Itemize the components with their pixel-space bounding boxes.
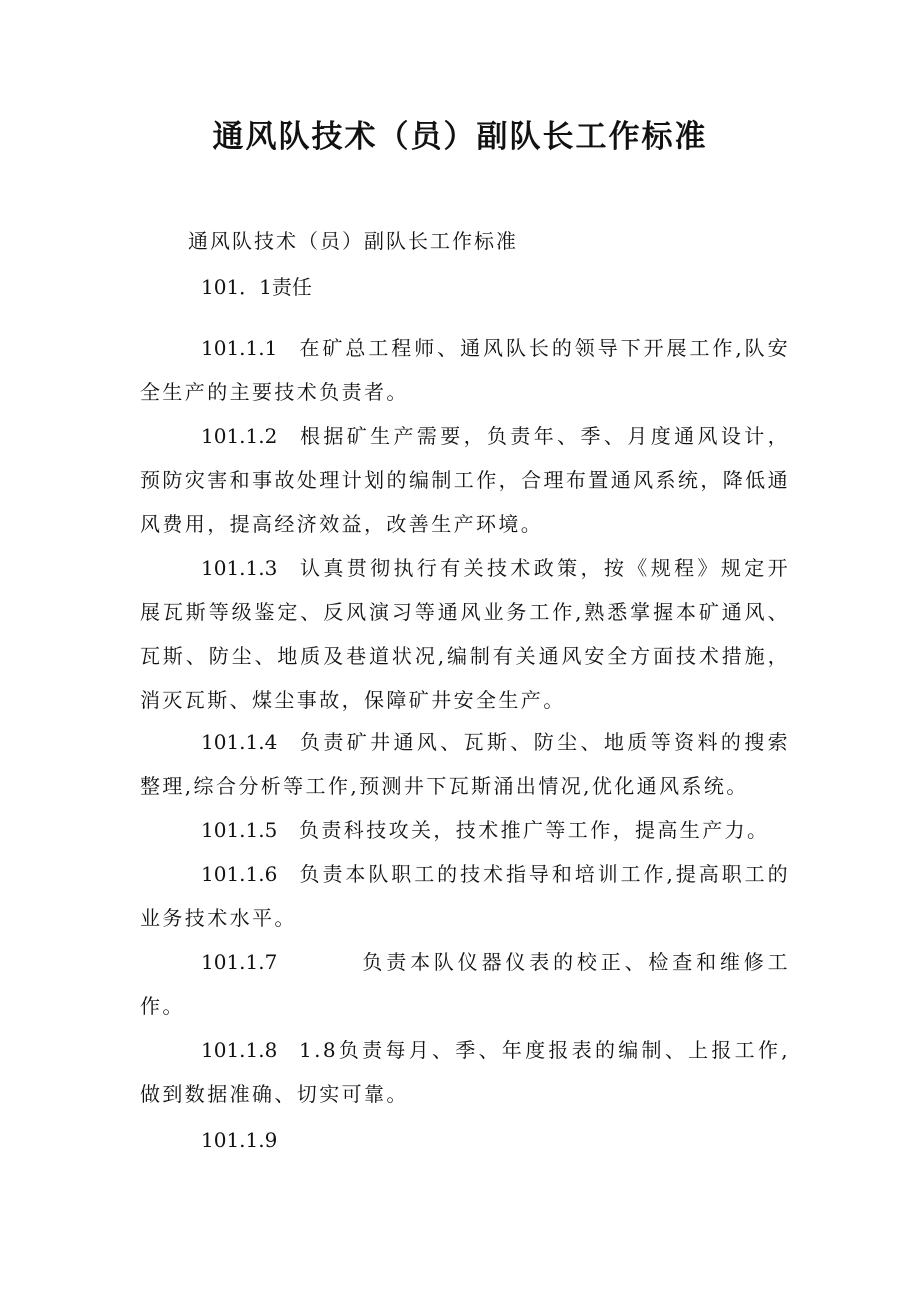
clause-number: 101.1.8 bbox=[201, 1038, 278, 1062]
clause-101-1-5 bbox=[140, 808, 790, 852]
clause-text: 负责矿井通风、瓦斯、防尘、地质等资料的搜索整理,综合分析等工作,预测井下瓦斯涌出情况,优化通风系统。 bbox=[140, 730, 790, 798]
clause-number: 101.1.5 bbox=[201, 818, 278, 842]
clause-101-1-1 bbox=[140, 326, 790, 414]
clause-text: 在矿总工程师、通风队长的领导下开展工作,队安全生产的主要技术负责者。 bbox=[140, 336, 790, 404]
clause-text: 认真贯彻执行有关技术政策，按《规程》规定开展瓦斯等级鉴定、反风演习等通风业务工作,熟悉掌握本矿通风、瓦斯、防尘、地质及巷道状况,编制有关通风安全方面技术措施，消灭瓦斯、煤尘事故，保障矿井安全生产。 bbox=[140, 556, 790, 712]
document-subtitle: 通风队技术（员）副队长工作标准 bbox=[188, 229, 518, 253]
clause-number: 101.1.1 bbox=[201, 336, 278, 360]
clause-101-1-9 bbox=[140, 1118, 790, 1162]
clause-text: 1.8负责每月、季、年度报表的编制、上报工作,做到数据准确、切实可靠。 bbox=[140, 1038, 790, 1106]
clause-101-1-6 bbox=[140, 852, 790, 940]
section-heading: 101．1责任 bbox=[201, 275, 312, 299]
clause-101-1-8 bbox=[140, 1028, 790, 1116]
clause-number: 101.1.2 bbox=[201, 424, 278, 448]
clause-101-1-7 bbox=[140, 940, 790, 1028]
clause-text: 负责本队仪器仪表的校正、检查和维修工作。 bbox=[140, 950, 790, 1018]
clause-101-1-3 bbox=[140, 546, 790, 722]
clause-text: 负责本队职工的技术指导和培训工作,提高职工的业务技术水平。 bbox=[140, 862, 790, 930]
clause-text: 根据矿生产需要，负责年、季、月度通风设计，预防灾害和事故处理计划的编制工作，合理布置通风系统，降低通风费用，提高经济效益，改善生产环境。 bbox=[140, 424, 790, 536]
clause-101-1-2 bbox=[140, 414, 790, 546]
clause-number: 101.1.7 bbox=[201, 950, 278, 974]
page-title: 通风队技术（员）副队长工作标准 bbox=[212, 119, 708, 155]
clause-number: 101.1.3 bbox=[201, 556, 278, 580]
clause-text: 负责科技攻关，技术推广等工作，提高生产力。 bbox=[299, 818, 770, 842]
clause-101-1-4 bbox=[140, 720, 790, 808]
clause-number: 101.1.6 bbox=[201, 862, 278, 886]
clause-number: 101.1.4 bbox=[201, 730, 278, 754]
clause-number: 101.1.9 bbox=[201, 1128, 278, 1152]
